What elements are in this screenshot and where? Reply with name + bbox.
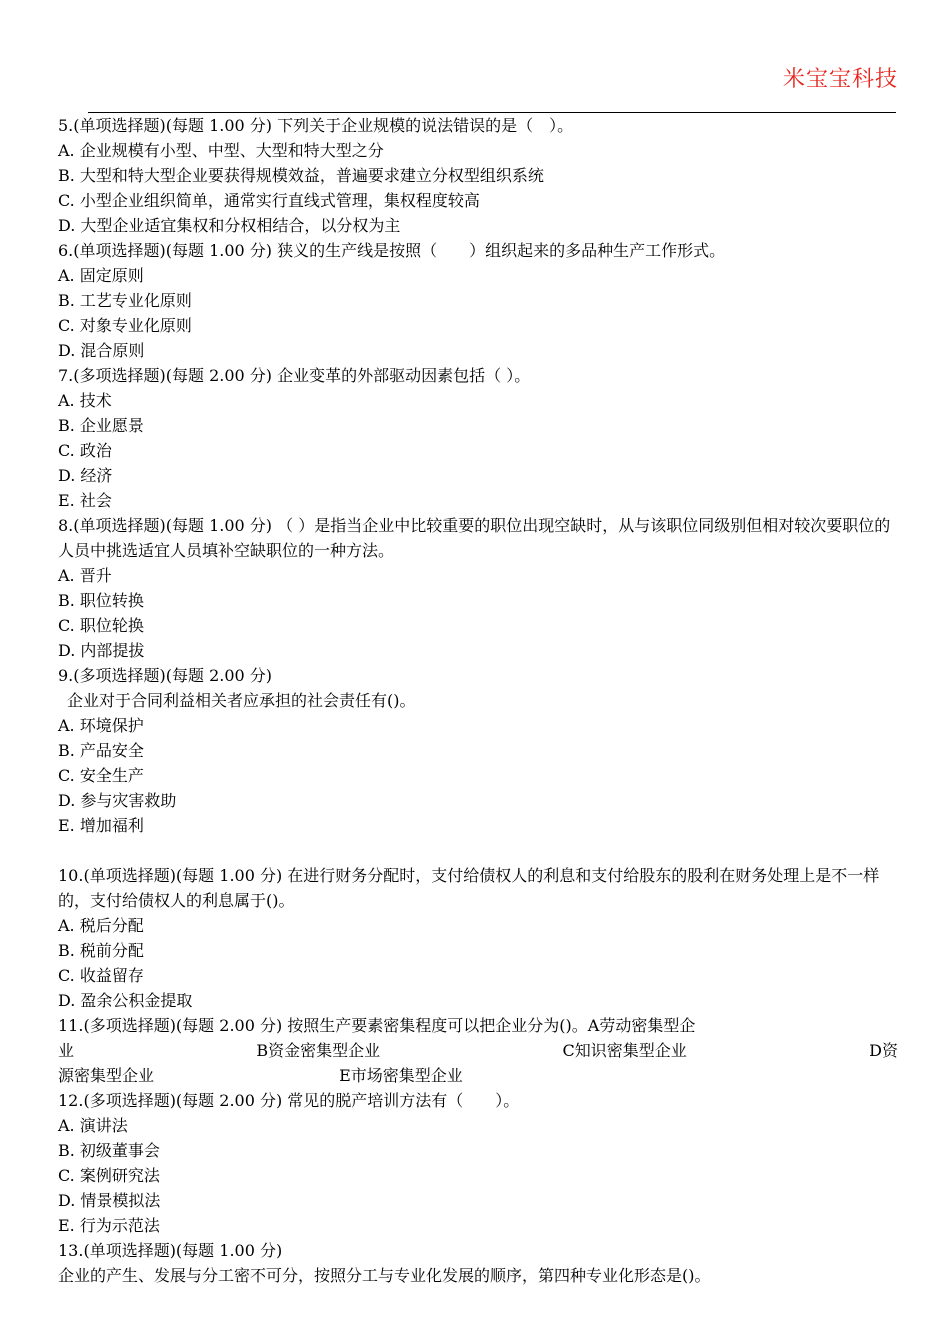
question-stem: 13.(单项选择题)(每题 1.00 分) <box>58 1241 283 1260</box>
option-a: A. 企业规模有小型、中型、大型和特大型之分 <box>58 141 384 160</box>
question-stem: 7.(多项选择题)(每题 2.00 分) 企业变革的外部驱动因素包括（ ）。 <box>58 366 531 385</box>
option-d: D. 经济 <box>58 466 113 485</box>
option-text: 业 <box>58 1041 75 1060</box>
option-a: A. 固定原则 <box>58 266 144 285</box>
option-d: D资 <box>869 1041 898 1060</box>
question-9 <box>58 663 898 838</box>
option-c: C. 小型企业组织简单，通常实行直线式管理，集权程度较高 <box>58 191 480 210</box>
option-b: B. 税前分配 <box>58 941 144 960</box>
question-6 <box>58 238 898 363</box>
option-a: A. 演讲法 <box>58 1116 128 1135</box>
question-list <box>58 113 898 1288</box>
question-stem: 5.(单项选择题)(每题 1.00 分) 下列关于企业规模的说法错误的是（ ）。 <box>58 116 574 135</box>
option-d: D. 参与灾害救助 <box>58 791 177 810</box>
option-b: B. 职位转换 <box>58 591 144 610</box>
option-b: B. 工艺专业化原则 <box>58 291 192 310</box>
option-text: 源密集型企业 <box>58 1066 155 1085</box>
question-12 <box>58 1088 898 1238</box>
inline-options-row <box>58 1063 898 1088</box>
option-b: B. 企业愿景 <box>58 416 144 435</box>
option-e: E. 增加福利 <box>58 816 144 835</box>
option-e: E. 行为示范法 <box>58 1216 160 1235</box>
option-c: C. 职位轮换 <box>58 616 144 635</box>
question-body: 企业的产生、发展与分工密不可分，按照分工与专业化发展的顺序，第四种专业化形态是()。 <box>58 1266 711 1285</box>
question-stem: 10.(单项选择题)(每题 1.00 分) 在进行财务分配时，支付给债权人的利息和支付给股东的股利在财务处理上是不一样的，支付给债权人的利息属于()。 <box>58 866 880 910</box>
question-stem: 8.(单项选择题)(每题 1.00 分) （ ）是指当企业中比较重要的职位出现空缺时，从与该职位同级别但相对较次要职位的人员中挑选适宜人员填补空缺职位的一种方法。 <box>58 516 891 560</box>
question-stem: 9.(多项选择题)(每题 2.00 分) <box>58 666 273 685</box>
option-b: B. 初级董事会 <box>58 1141 160 1160</box>
option-a: A. 晋升 <box>58 566 112 585</box>
question-stem: 6.(单项选择题)(每题 1.00 分) 狭义的生产线是按照（ ）组织起来的多品种生产工作形式。 <box>58 241 726 260</box>
inline-options-row <box>58 1038 898 1063</box>
option-c: C知识密集型企业 <box>562 1041 687 1060</box>
option-d: D. 大型企业适宜集权和分权相结合，以分权为主 <box>58 216 401 235</box>
question-8 <box>58 513 898 663</box>
option-d: D. 内部提拔 <box>58 641 145 660</box>
option-d: D. 情景模拟法 <box>58 1191 161 1210</box>
option-a: A. 税后分配 <box>58 916 144 935</box>
option-b: B. 大型和特大型企业要获得规模效益，普遍要求建立分权型组织系统 <box>58 166 544 185</box>
option-a: A. 技术 <box>58 391 112 410</box>
option-c: C. 收益留存 <box>58 966 144 985</box>
option-d: D. 混合原则 <box>58 341 145 360</box>
option-a: A. 环境保护 <box>58 716 144 735</box>
option-d: D. 盈余公积金提取 <box>58 991 193 1010</box>
question-11 <box>58 1013 898 1088</box>
option-e: E. 社会 <box>58 491 112 510</box>
option-c: C. 案例研究法 <box>58 1166 160 1185</box>
option-c: C. 对象专业化原则 <box>58 316 192 335</box>
question-13 <box>58 1238 898 1288</box>
brand-logo-text: 米宝宝科技 <box>782 67 898 92</box>
option-b: B. 产品安全 <box>58 741 144 760</box>
question-7 <box>58 363 898 513</box>
question-stem: 11.(多项选择题)(每题 2.00 分) 按照生产要素密集程度可以把企业分为()。A劳动密集型企 <box>58 1016 696 1035</box>
question-5 <box>58 113 898 238</box>
question-stem: 12.(多项选择题)(每题 2.00 分) 常见的脱产培训方法有（ ）。 <box>58 1091 520 1110</box>
question-body: 企业对于合同利益相关者应承担的社会责任有()。 <box>67 691 416 710</box>
blank-spacer <box>58 838 898 863</box>
option-b: B资金密集型企业 <box>256 1041 381 1060</box>
option-c: C. 政治 <box>58 441 112 460</box>
option-e: E市场密集型企业 <box>339 1066 463 1085</box>
question-10 <box>58 863 898 1013</box>
option-c: C. 安全生产 <box>58 766 144 785</box>
